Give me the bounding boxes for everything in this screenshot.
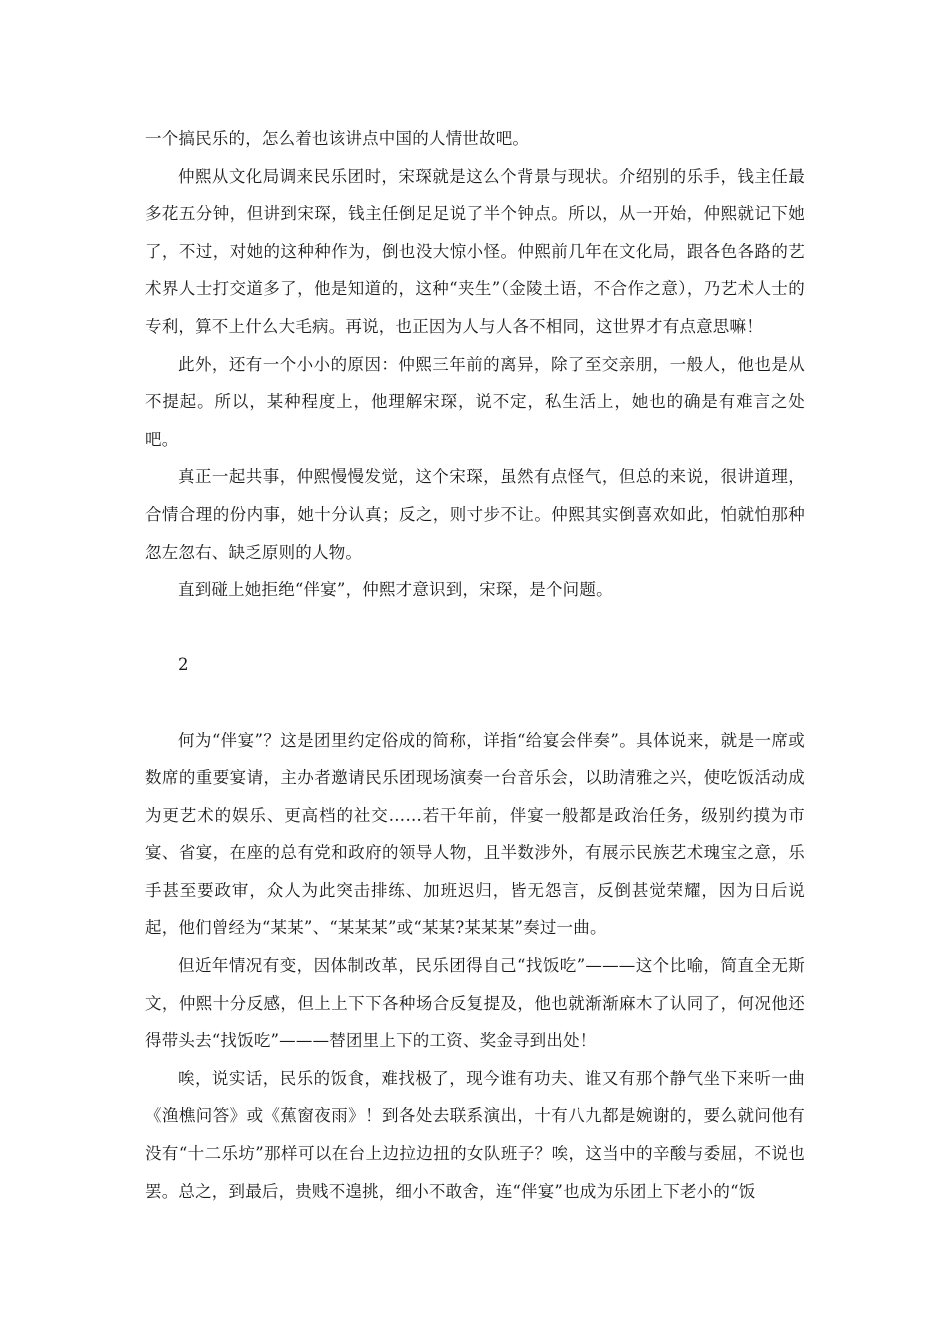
paragraph-continuation: 一个搞民乐的，怎么着也该讲点中国的人情世故吧。 [145, 129, 530, 148]
section-number: 2 [178, 655, 189, 675]
paragraph-small-reason: 此外，还有一个小小的原因：仲熙三年前的离异，除了至交亲朋，一般人，他也是从不提起。所以，某种程度上，他理解宋琛，说不定，私生活上，她也的确是有难言之处吧。 [145, 354, 805, 449]
paragraph-what-is-banquet: 何为“伴宴”？这是团里约定俗成的简称，详指“给宴会伴奏”。具体说来，就是一席或数席的重要宴请，主办者邀请民乐团现场演奏一台音乐会，以助清雅之兴，使吃饭活动成为更艺术的娱乐、更高档的社交……若干年前，伴宴一般都是政治任务，级别约摸为市宴、省宴，在座的总有党和政府的领导人物，且半数涉外，有展示民族艺术瑰宝之意，乐手甚至要政审，众人为此突击排练、加班迟归，皆无怨言，反倒甚觉荣耀，因为日后说起，他们曾经为“某某”、“某某某”或“某某?某某某”奏过一曲。 [145, 730, 805, 938]
paragraph-zhongxi-arrival: 仲熙从文化局调来民乐团时，宋琛就是这么个背景与现状。介绍别的乐手，钱主任最多花五分钟，但讲到宋琛，钱主任倒足足说了半个钟点。所以，从一开始，仲熙就记下她了，不过，对她的这种种作为，倒也没大惊小怪。仲熙前几年在文化局，跟各色各路的艺术界人士打交道多了，他是知道的，这种“夹生”（金陵土语，不合作之意），乃艺术人士的专利，算不上什么大毛病。再说，也正因为人与人各不相同，这世界才有点意思嘛！ [145, 166, 805, 336]
paragraph-hard-to-find: 唉，说实话，民乐的饭食，难找极了，现今谁有功夫、谁又有那个静气坐下来听一曲《渔樵问答》或《蕉窗夜雨》！到各处去联系演出，十有八九都是婉谢的，要么就问他有没有“十二乐坊”那样可以在台上边拉边扭的女队班子？唉，这当中的辛酸与委屈，不说也罢。总之，到最后，贵贱不遑挑，细小不敢舍，连“伴宴”也成为乐团上下老小的“饭 [145, 1068, 805, 1201]
paragraph-recent-changes: 但近年情况有变，因体制改革，民乐团得自己“找饭吃”———这个比喻，简直全无斯文，仲熙十分反感，但上上下下各种场合反复提及，他也就渐渐麻木了认同了，何况他还得带头去“找饭吃”———替团里上下的工资、奖金寻到出处！ [145, 956, 805, 1051]
body-text [145, 120, 805, 1210]
paragraph-refuse-banquet: 直到碰上她拒绝“伴宴”，仲熙才意识到，宋琛，是个问题。 [178, 580, 613, 600]
paragraph-working-together: 真正一起共事，仲熙慢慢发觉，这个宋琛，虽然有点怪气，但总的来说，很讲道理，合情合理的份内事，她十分认真；反之，则寸步不让。仲熙其实倒喜欢如此，怕就怕那种忽左忽右、缺乏原则的人物。 [145, 467, 805, 562]
